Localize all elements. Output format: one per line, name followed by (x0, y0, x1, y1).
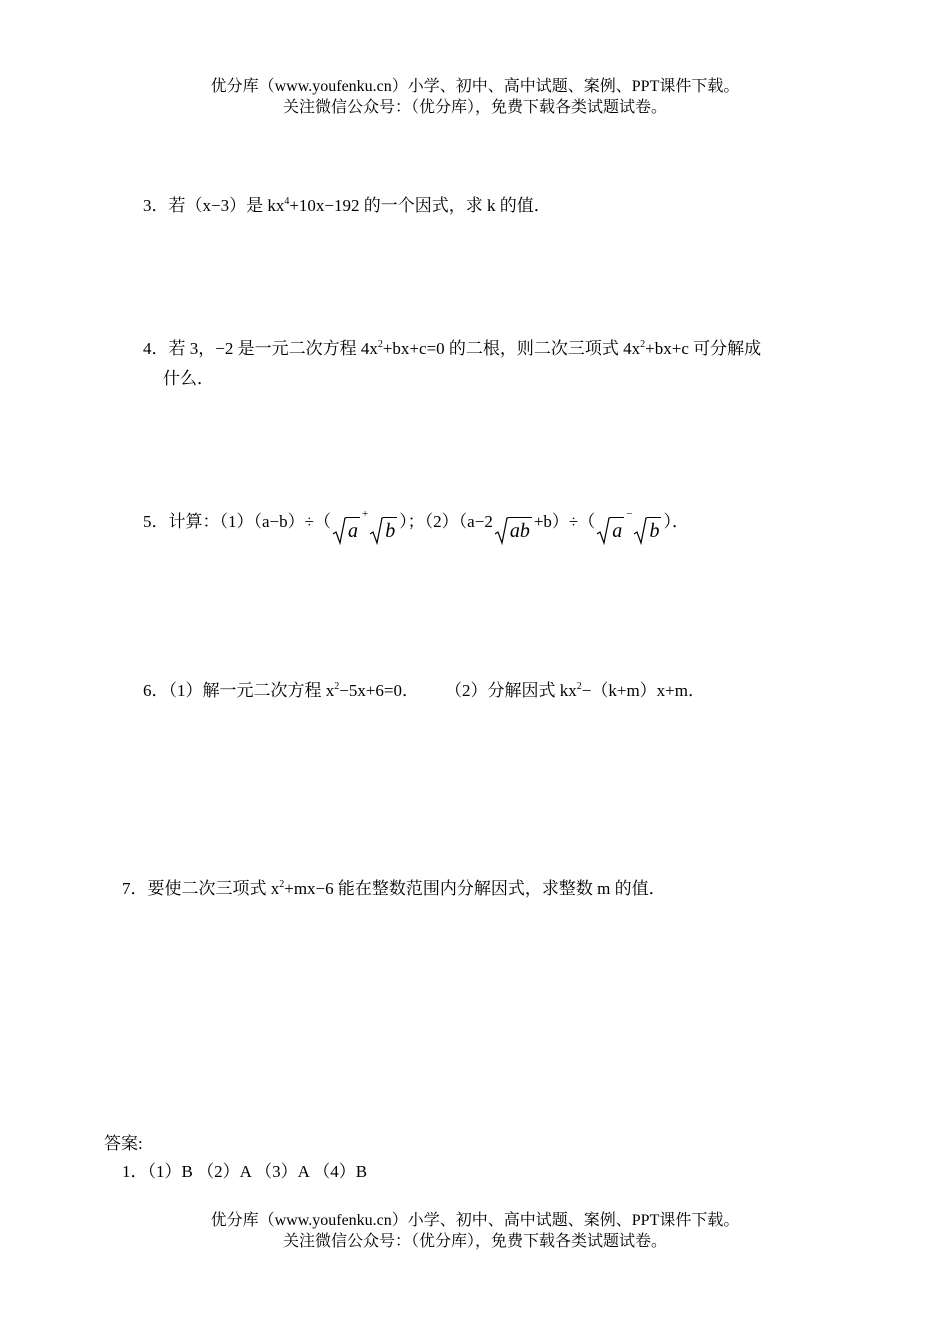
sqrt-a (333, 517, 360, 543)
question-4-line-2: 什么． (163, 369, 214, 388)
question-text: ）；（2）（a−2 (399, 512, 493, 531)
question-text: 计算：（1）（a−b）÷（ (168, 512, 331, 531)
sqrt-a (597, 517, 624, 543)
radical-sign (333, 517, 346, 545)
operator: − (626, 508, 633, 520)
question-text: +mx−6 能在整数范围内分解因式，求整数 m 的值． (284, 879, 666, 898)
sqrt-ab (495, 517, 532, 543)
radicand: b (383, 517, 397, 542)
radicand: a (346, 517, 360, 542)
question-text: （1）解一元二次方程 x (168, 681, 335, 700)
question-7 (122, 874, 666, 899)
question-number: 4． (143, 339, 169, 358)
radical-sign (634, 517, 647, 545)
question-text: 要使二次三项式 x (147, 879, 280, 898)
sqrt-b (370, 517, 397, 543)
superscript: 2 (576, 681, 582, 692)
question-text: +bx+c=0 的二根，则二次三项式 4x (382, 339, 641, 358)
answer-label: 答案: (104, 1134, 143, 1153)
footer-line-1: 优分库（www.youfenku.cn）小学、初中、高中试题、案例、PPT课件下载。 (210, 1212, 740, 1229)
superscript: 2 (279, 879, 285, 890)
superscript: 2 (640, 339, 646, 350)
question-4 (143, 334, 761, 359)
radical-sign (597, 517, 610, 545)
question-text: 若 3，−2 是一元二次方程 4x (168, 339, 378, 358)
question-text: +bx+c 可分解成 (645, 339, 762, 358)
sqrt-b (634, 517, 661, 543)
superscript: 2 (377, 339, 383, 350)
question-number: 6． (143, 681, 169, 700)
question-3 (143, 191, 551, 216)
question-number: 5． (143, 512, 169, 531)
radical-sign (370, 517, 383, 545)
question-number: 3． (143, 196, 169, 215)
question-text: （2）分解因式 kx (445, 681, 577, 700)
radical-sign (495, 517, 508, 545)
operator: + (361, 508, 369, 520)
question-6 (143, 676, 705, 701)
radicand: b (647, 517, 661, 542)
radicand: ab (508, 517, 532, 542)
question-text: ）． (663, 512, 689, 531)
question-text: −5x+6=0． (339, 681, 420, 700)
superscript: 4 (284, 196, 290, 207)
question-text: +10x−192 的一个因式，求 k 的值． (289, 196, 551, 215)
radicand: a (610, 517, 624, 542)
answer-item-1: 1．（1）B （2）A （3）A （4）B (122, 1162, 368, 1181)
question-text: +b）÷（ (533, 512, 596, 531)
question-text: −（k+m）x+m． (581, 681, 705, 700)
header-line-1: 优分库（www.youfenku.cn）小学、初中、高中试题、案例、PPT课件下载。 (210, 78, 740, 95)
superscript: 2 (334, 681, 340, 692)
footer-line-2: 关注微信公众号：（优分库），免费下载各类试题试卷。 (282, 1233, 667, 1250)
question-text: 若（x−3）是 kx (168, 196, 285, 215)
header-line-2: 关注微信公众号：（优分库），免费下载各类试题试卷。 (282, 99, 667, 116)
question-number: 7． (122, 879, 148, 898)
question-5 (143, 507, 689, 543)
